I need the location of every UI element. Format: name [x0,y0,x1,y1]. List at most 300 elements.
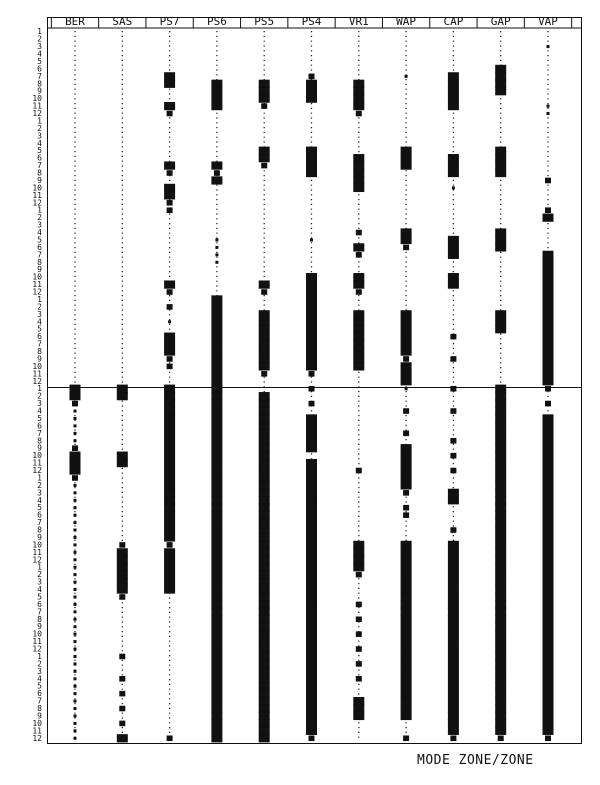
data-mark-vap [543,548,554,556]
data-mark-cap [450,527,456,533]
data-mark-ber [74,677,77,680]
data-mark-ps4 [306,333,317,341]
data-mark-ber [74,573,77,576]
data-mark-wap [401,474,412,482]
data-mark-vr1 [353,556,364,564]
data-mark-ber [74,543,77,546]
data-mark-ps5 [259,533,270,541]
data-mark-ps5 [259,318,270,326]
row-label: 7 [37,518,42,528]
data-mark-vr1 [356,616,362,622]
row-label: 9 [37,532,42,542]
data-mark-wap [401,593,412,601]
data-mark-ps4 [309,735,315,741]
data-mark-ps6 [211,176,222,184]
data-mark-vr1 [353,325,364,333]
data-mark-vap [543,593,554,601]
data-mark-ps7 [168,320,171,323]
data-mark-ps4 [306,608,317,616]
data-mark-ber [74,722,77,725]
data-mark-ps4 [309,371,315,377]
row-label: 5 [37,592,42,602]
data-mark-ber [74,551,77,554]
row-label: 10 [32,94,42,104]
row-label: 1 [37,384,42,394]
footer-label: MODE ZONE/ZONE [417,753,534,768]
data-mark-vr1 [353,697,364,705]
data-mark-vap [543,697,554,705]
data-mark-vap [543,585,554,593]
data-mark-cap [448,280,459,288]
data-mark-vr1 [353,80,364,88]
data-mark-ps7 [164,556,175,564]
data-mark-cap [448,690,459,698]
data-mark-vap [543,273,554,281]
data-mark-ps5 [259,95,270,103]
data-mark-vap [543,251,554,259]
data-mark-ps4 [306,578,317,586]
data-mark-vap [547,112,550,115]
row-label: 9 [37,175,42,185]
column-label-cap: CAP [443,15,464,28]
row-label: 5 [37,235,42,245]
data-mark-ps4 [306,645,317,653]
data-mark-ps6 [211,429,222,437]
data-mark-ps6 [211,734,222,742]
data-mark-ber [74,506,77,509]
data-mark-vr1 [353,541,364,549]
data-mark-ber [74,640,77,643]
data-mark-ps7 [167,207,173,213]
data-mark-cap [450,735,456,741]
data-mark-gap [495,154,506,162]
data-mark-vap [543,504,554,512]
data-mark-ps5 [259,548,270,556]
data-mark-ps5 [259,637,270,645]
data-mark-vap [543,266,554,274]
data-mark-cap [448,80,459,88]
data-mark-wap [401,147,412,155]
row-label: 7 [37,607,42,617]
data-mark-gap [495,392,506,400]
data-mark-cap [448,251,459,259]
row-label: 8 [37,436,42,446]
data-mark-ps5 [259,496,270,504]
data-mark-vr1 [353,243,364,251]
data-mark-ps4 [306,504,317,512]
data-mark-gap [495,87,506,95]
data-mark-wap [401,377,412,385]
data-mark-sas [117,578,128,586]
row-label: 4 [37,317,42,327]
row-label: 6 [37,689,42,699]
row-label: 10 [32,718,42,728]
data-mark-vr1 [353,102,364,110]
data-mark-ps7 [164,452,175,460]
data-mark-vr1 [356,602,362,608]
data-mark-sas [119,542,125,548]
data-mark-ps6 [211,623,222,631]
data-mark-ps6 [211,563,222,571]
column-label-vap: VAP [538,15,558,28]
row-label: 5 [37,681,42,691]
data-mark-ps4 [306,615,317,623]
data-mark-ps5 [261,371,267,377]
data-mark-gap [495,630,506,638]
data-mark-ps6 [215,261,218,264]
row-label: 10 [32,451,42,461]
data-mark-wap [401,675,412,683]
data-mark-ber [74,424,77,427]
data-mark-ber [74,484,77,487]
data-mark-ps6 [211,727,222,735]
data-mark-ps7 [164,526,175,534]
data-mark-ber [74,610,77,613]
data-mark-ps5 [259,362,270,370]
data-mark-ber [74,410,77,413]
data-mark-ps5 [259,526,270,534]
data-mark-wap [401,333,412,341]
data-mark-ps6 [211,511,222,519]
data-mark-vr1 [353,355,364,363]
data-mark-ps7 [164,496,175,504]
row-label: 1 [37,294,42,304]
data-mark-ps4 [306,623,317,631]
data-mark-ps7 [167,542,173,548]
data-mark-cap [448,87,459,95]
data-mark-wap [401,228,412,236]
data-mark-ps7 [164,161,175,169]
data-mark-wap [401,623,412,631]
data-mark-ps7 [164,518,175,526]
data-mark-vap [543,675,554,683]
data-mark-sas [119,676,125,682]
data-mark-vap [543,496,554,504]
data-mark-ber [74,633,77,636]
data-mark-ps6 [215,253,218,256]
data-mark-ps4 [306,533,317,541]
data-mark-ber [74,595,77,598]
data-mark-ps4 [306,660,317,668]
data-mark-wap [401,310,412,318]
data-mark-ps7 [167,111,173,117]
data-mark-ps5 [259,719,270,727]
data-mark-gap [495,496,506,504]
data-mark-ps5 [259,481,270,489]
data-mark-gap [495,704,506,712]
data-mark-vap [543,474,554,482]
data-mark-ps5 [261,163,267,169]
data-mark-ps6 [211,452,222,460]
data-mark-gap [495,80,506,88]
data-mark-ber [74,648,77,651]
data-mark-ber [74,603,77,606]
data-mark-ps5 [259,437,270,445]
data-mark-ber [70,452,81,460]
data-mark-ps6 [215,246,218,249]
row-label: 12 [32,733,42,743]
data-mark-ps5 [259,518,270,526]
data-mark-ps6 [211,690,222,698]
data-mark-ps6 [211,310,222,318]
data-mark-ps6 [211,704,222,712]
row-label: 4 [37,406,42,416]
data-mark-vap [543,377,554,385]
row-label: 10 [32,183,42,193]
data-mark-ps5 [259,630,270,638]
data-mark-cap [448,667,459,675]
data-mark-cap [448,593,459,601]
data-mark-ps5 [259,355,270,363]
data-mark-gap [495,637,506,645]
column-label-sas: SAS [112,15,133,28]
data-mark-ps6 [211,95,222,103]
data-mark-vap [543,258,554,266]
data-mark-gap [495,169,506,177]
data-mark-sas [117,571,128,579]
data-mark-ber [72,401,78,407]
data-mark-ps6 [211,489,222,497]
row-label: 12 [32,376,42,386]
row-label: 12 [32,287,42,297]
data-mark-ps6 [211,370,222,378]
data-mark-vap [543,444,554,452]
data-mark-gap [495,385,506,393]
data-mark-ber [74,417,77,420]
data-mark-cap [448,704,459,712]
data-mark-vr1 [353,161,364,169]
data-mark-ps4 [306,548,317,556]
data-mark-cap [448,95,459,103]
row-label: 2 [37,213,42,223]
data-mark-cap [448,489,459,497]
data-mark-sas [119,691,125,697]
data-mark-wap [403,490,409,496]
data-mark-wap [401,660,412,668]
data-mark-gap [495,236,506,244]
data-mark-vap [543,608,554,616]
data-mark-vap [543,333,554,341]
data-mark-ps4 [306,325,317,333]
data-mark-wap [403,512,409,518]
row-label: 8 [37,168,42,178]
row-label: 4 [37,495,42,505]
row-label: 6 [37,510,42,520]
data-mark-ps4 [306,727,317,735]
data-mark-ps4 [306,362,317,370]
data-mark-gap [495,571,506,579]
data-mark-sas [119,706,125,712]
data-mark-ber [74,432,77,435]
row-label: 9 [37,86,42,96]
data-mark-vap [543,719,554,727]
data-mark-cap [448,243,459,251]
data-mark-ps5 [259,667,270,675]
data-mark-wap [401,318,412,326]
data-mark-wap [403,356,409,362]
data-mark-ps7 [167,200,173,206]
data-mark-vr1 [356,631,362,637]
data-mark-ber [74,588,77,591]
row-label: 4 [37,674,42,684]
data-mark-cap [448,169,459,177]
data-mark-gap [495,310,506,318]
data-mark-ps5 [259,444,270,452]
data-mark-vr1 [353,154,364,162]
data-mark-ps6 [211,504,222,512]
row-label: 4 [37,585,42,595]
data-mark-ps4 [309,401,315,407]
data-mark-ps5 [259,563,270,571]
data-mark-sas [119,654,125,660]
row-label: 5 [37,503,42,513]
data-mark-cap [448,682,459,690]
data-mark-cap [448,615,459,623]
data-mark-gap [495,719,506,727]
data-mark-ber [70,459,81,467]
data-mark-ps6 [211,377,222,385]
data-mark-wap [401,630,412,638]
data-mark-wap [403,505,409,511]
data-mark-cap [448,154,459,162]
data-mark-gap [495,548,506,556]
data-mark-ps4 [306,571,317,579]
data-mark-cap [448,660,459,668]
row-label: 12 [32,109,42,119]
column-label-vr1: VR1 [348,15,369,28]
data-mark-ps5 [259,325,270,333]
data-mark-gap [495,228,506,236]
row-label: 12 [32,198,42,208]
data-mark-ps5 [259,347,270,355]
data-mark-cap [448,585,459,593]
data-mark-gap [495,399,506,407]
data-mark-ps7 [164,548,175,556]
data-mark-cap [448,273,459,281]
row-label: 1 [37,27,42,37]
data-mark-cap [448,578,459,586]
data-mark-ber [74,439,77,442]
data-mark-gap [495,556,506,564]
data-mark-ps7 [164,429,175,437]
data-mark-wap [401,571,412,579]
data-mark-ps7 [167,735,173,741]
data-mark-vap [543,526,554,534]
data-mark-ps4 [306,147,317,155]
data-mark-ps5 [261,289,267,295]
data-mark-ps7 [164,571,175,579]
row-label: 1 [37,651,42,661]
data-mark-cap [448,236,459,244]
data-mark-ps7 [164,422,175,430]
data-mark-ps6 [211,333,222,341]
data-mark-ps7 [164,504,175,512]
data-mark-vap [545,386,551,392]
data-mark-ps6 [211,712,222,720]
data-mark-ber [70,466,81,474]
data-mark-gap [495,318,506,326]
row-label: 11 [32,280,42,290]
row-label: 2 [37,302,42,312]
data-mark-ps4 [306,429,317,437]
data-mark-ps6 [211,355,222,363]
data-mark-ps5 [259,600,270,608]
data-mark-ps7 [167,304,173,310]
data-mark-ps6 [211,667,222,675]
data-mark-ps6 [211,392,222,400]
data-mark-ber [74,692,77,695]
row-label: 10 [32,272,42,282]
row-label: 3 [37,42,42,52]
data-mark-gap [495,504,506,512]
data-mark-ps4 [306,556,317,564]
data-mark-ps7 [167,364,173,370]
data-mark-gap [495,541,506,549]
data-mark-ps4 [306,340,317,348]
data-mark-ps4 [306,310,317,318]
data-mark-ps5 [259,682,270,690]
data-mark-gap [495,667,506,675]
data-mark-ps6 [211,161,222,169]
data-mark-ps6 [211,303,222,311]
data-mark-vap [543,325,554,333]
data-mark-vr1 [356,676,362,682]
data-mark-gap [495,600,506,608]
data-mark-vap [543,652,554,660]
data-mark-ps5 [259,407,270,415]
data-mark-gap [495,161,506,169]
data-mark-vap [543,615,554,623]
data-mark-wap [401,600,412,608]
row-label: 2 [37,659,42,669]
data-mark-wap [401,236,412,244]
data-mark-cap [450,386,456,392]
data-mark-ps5 [259,399,270,407]
data-mark-ps6 [211,518,222,526]
row-label: 7 [37,71,42,81]
data-mark-wap [401,481,412,489]
data-mark-sas [119,721,125,727]
data-mark-ps5 [259,310,270,318]
data-mark-ps4 [306,280,317,288]
row-label: 8 [37,614,42,624]
data-mark-gap [495,593,506,601]
data-mark-vap [543,712,554,720]
data-mark-ps4 [306,95,317,103]
row-label: 3 [37,666,42,676]
data-mark-ps6 [214,170,220,176]
data-mark-ps4 [306,690,317,698]
data-mark-ps4 [310,238,313,241]
data-mark-ps5 [259,652,270,660]
data-mark-ps7 [164,459,175,467]
data-mark-ps4 [306,444,317,452]
data-mark-wap [401,652,412,660]
data-mark-gap [495,690,506,698]
data-mark-vap [543,571,554,579]
data-mark-vap [543,541,554,549]
data-mark-ps6 [211,385,222,393]
data-mark-wap [401,615,412,623]
data-mark-ps5 [259,541,270,549]
data-mark-wap [401,690,412,698]
data-mark-ps7 [164,280,175,288]
data-mark-vap [543,340,554,348]
data-mark-ps6 [211,548,222,556]
data-mark-gap [495,407,506,415]
data-mark-gap [495,459,506,467]
data-mark-ps4 [309,74,315,80]
